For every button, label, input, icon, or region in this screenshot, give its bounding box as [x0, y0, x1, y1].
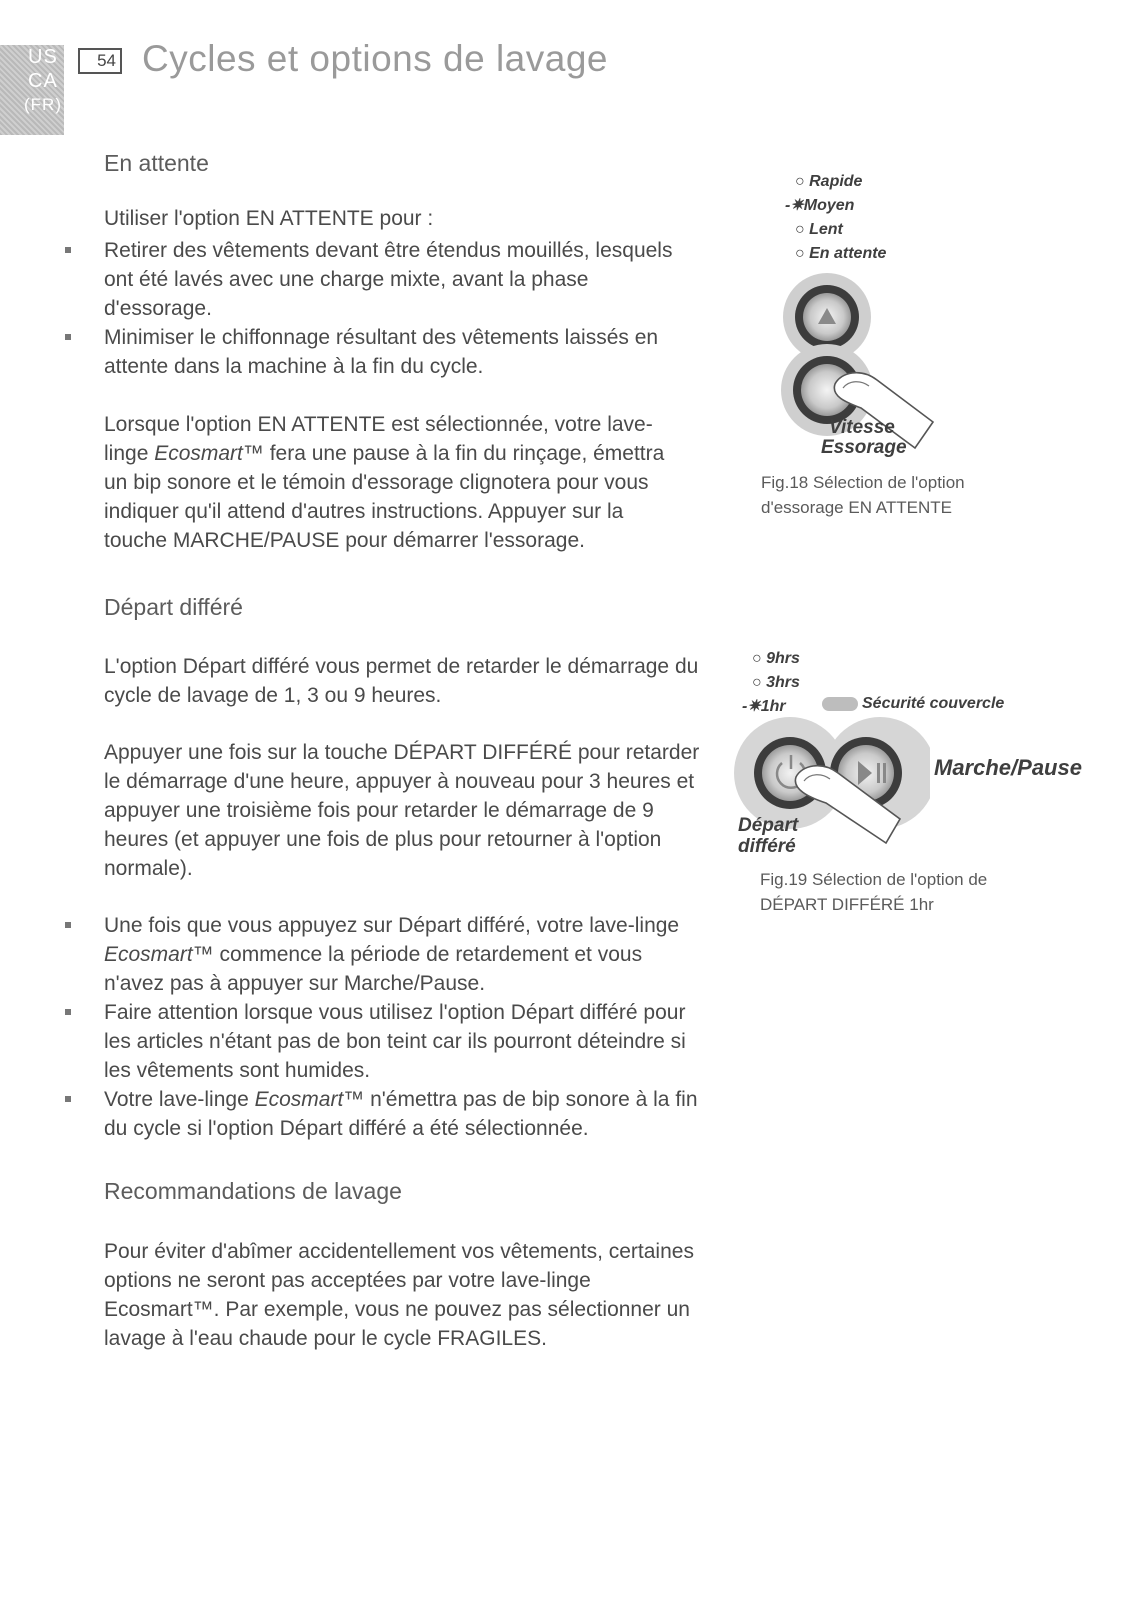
label-line: Départ [738, 815, 799, 836]
option-row [752, 671, 800, 695]
led-off-icon: ○ [752, 650, 767, 667]
led-off-icon: ○ [795, 173, 810, 190]
text-span: fera une pause à la fin du rinçage, émettra un bip sonore et le témoin d'essorage clignotera pour vous indiquer qu'il attend d'autres instructions. Appuyer sur la touche MARCHE/PAUSE pour démarrer l'essorage. [104, 442, 665, 552]
led-off-icon: ○ [795, 221, 810, 238]
spin-button-label [821, 418, 907, 458]
text-span: commence la période de retardement et vous n'avez pas à appuyer sur Marche/Pause. [104, 943, 643, 995]
pause-bar [883, 763, 886, 783]
option-row [795, 170, 886, 194]
option-label: 9hrs [766, 650, 800, 667]
label-line: Essorage [821, 437, 907, 458]
pause-bar [877, 763, 880, 783]
option-label: Rapide [809, 173, 863, 190]
text-span: Une fois que vous appuyez sur Départ différé, votre lave-linge [104, 914, 680, 937]
label-line: différé [738, 836, 796, 857]
led-off-icon: ○ [795, 245, 810, 262]
led-on-icon: -✷ [742, 698, 761, 715]
lang-fr: (FR) [24, 95, 62, 114]
lid-lock-label: Sécurité couvercle [862, 695, 1005, 712]
text-span: Lorsque l'option EN ATTENTE est sélectionnée, votre lave-linge [104, 413, 653, 465]
label-line: Vitesse [829, 417, 895, 438]
option-row [752, 647, 800, 671]
lid-lock-indicator [822, 695, 1004, 713]
text-span: Votre lave-linge [104, 1088, 255, 1111]
list-item: Faire attention lorsque vous utilisez l'option Départ différé pour les articles n'étant pas de bon teint car ils pourront déteindre si les vêtements sont humides. [62, 998, 702, 1085]
figure-19 [730, 645, 1082, 935]
depart-differe-bullets [62, 911, 702, 1143]
list-item: Minimiser le chiffonnage résultant des vêtements laissés en attente dans la machine à la fin du cycle. [62, 323, 702, 381]
option-label: En attente [809, 245, 887, 262]
depart-differe-intro: L'option Départ différé vous permet de retarder le démarrage du cycle de lavage de 1, 3 ou 9 heures. [104, 655, 699, 707]
lang-ca: CA [28, 70, 58, 92]
en-attente-bullets [62, 236, 702, 381]
led-off-icon: ○ [752, 674, 767, 691]
figure-18-caption: Fig.18 Sélection de l'option d'essorage EN ATTENTE [761, 473, 965, 517]
option-label: 1hr [760, 698, 786, 715]
option-row [795, 242, 886, 266]
depart-differe-paragraph: Appuyer une fois sur la touche DÉPART DIFFÉRÉ pour retarder le démarrage d'une heure, appuyer à nouveau pour 3 heures et appuyer une troisième fois pour retarder le démarrage de 9 heures (et appuyer une fois de plus pour retourner à l'option normale). [104, 741, 700, 880]
list-item [62, 1085, 702, 1143]
option-row [795, 218, 886, 242]
option-label: Moyen [803, 197, 855, 214]
brand-name: Ecosmart™ [104, 943, 214, 966]
figure-19-caption: Fig.19 Sélection de l'option de DÉPART DIFFÉRÉ 1hr [760, 870, 988, 914]
language-tab [0, 45, 64, 135]
option-row [785, 194, 886, 218]
delay-start-label [738, 815, 798, 857]
brand-name: Ecosmart™ [154, 442, 264, 465]
list-item: Retirer des vêtements devant être étendus mouillés, lesquels ont été lavés avec une charge mixte, avant la phase d'essorage. [62, 236, 702, 323]
spin-speed-options [785, 170, 887, 266]
start-pause-label: Marche/Pause [934, 755, 1082, 780]
delay-options [742, 647, 800, 719]
led-on-icon: -✷ [785, 197, 804, 214]
lock-icon [822, 697, 858, 711]
page-title: Cycles et options de lavage [142, 38, 608, 79]
recommandations-paragraph: Pour éviter d'abîmer accidentellement vos vêtements, certaines options ne seront pas acceptées par votre lave-linge Ecosmart™. Par exemple, vous ne pouvez pas sélectionner un lavage à l'eau chaude pour le cycle FRAGILES. [104, 1240, 694, 1350]
brand-name: Ecosmart™ [254, 1088, 365, 1111]
option-label: Lent [809, 221, 843, 238]
section-heading-en-attente: En attente [104, 150, 209, 176]
section-heading-depart-differe: Départ différé [104, 594, 243, 620]
list-item [62, 911, 702, 998]
section-heading-recommandations: Recommandations de lavage [104, 1178, 402, 1204]
text-span: n'émettra pas de bip sonore à la fin du cycle si l'option Départ différé a été sélectionnée. [104, 1088, 698, 1140]
option-label: 3hrs [766, 674, 800, 691]
lang-us: US [28, 46, 58, 68]
page-number: 54 [78, 48, 122, 74]
en-attente-paragraph [104, 410, 689, 555]
en-attente-intro: Utiliser l'option EN ATTENTE pour : [104, 207, 434, 230]
figure-18 [755, 168, 1085, 528]
